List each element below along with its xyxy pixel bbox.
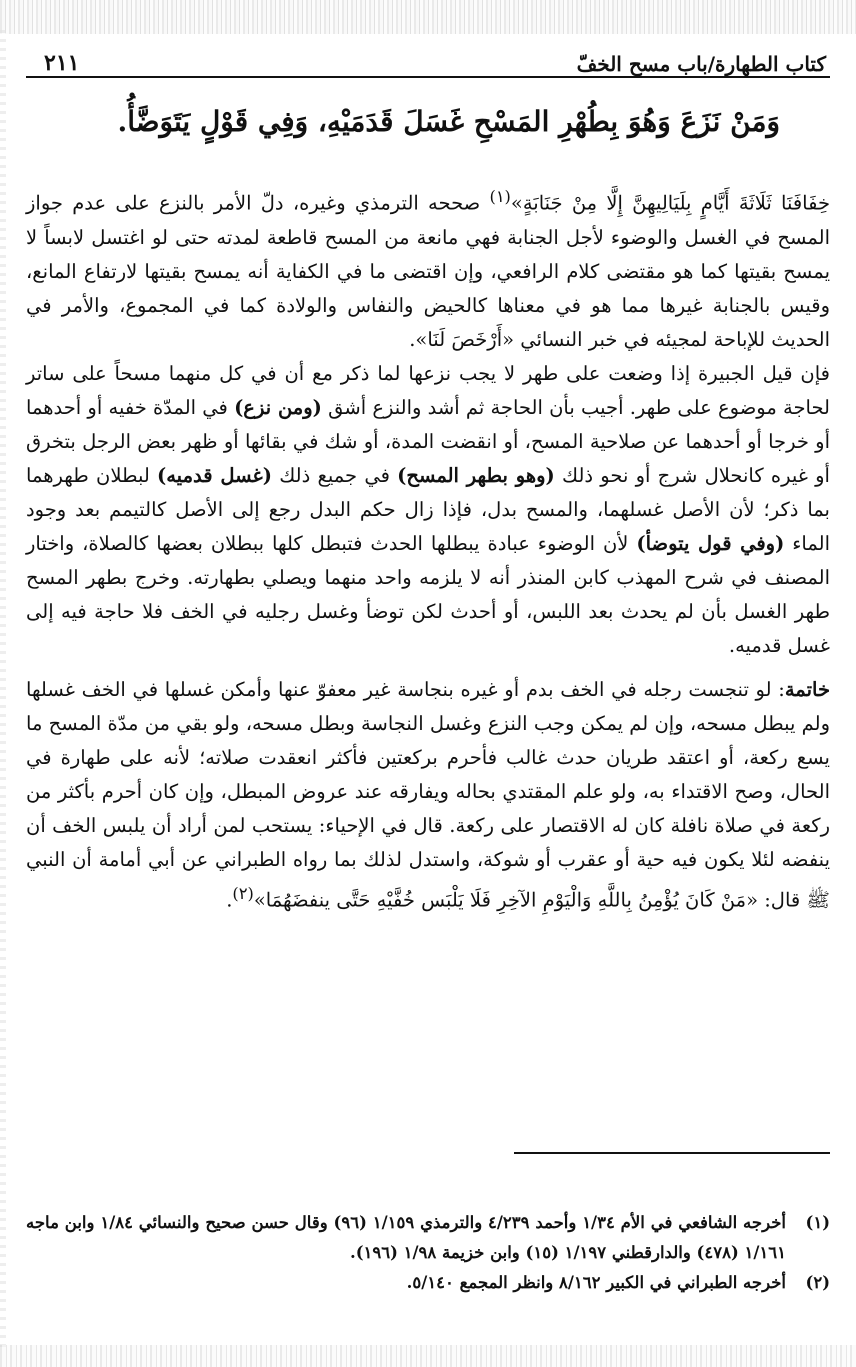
page-number: ٢١١ [44,50,80,76]
paragraph-text: فإن قيل الجبيرة إذا وضعت على طهر لا يجب نزعها لما ذكر مع أن في كل منهما مسحاً على ساتر لحاجة موضوع على طهر. أجيب بأن الحاجة ثم أشد والنزع أشق [26,361,830,419]
commentary-paragraph-1 [26,180,830,357]
paragraph-text: في جميع ذلك [271,463,398,487]
footnote-number: (١) [805,1213,830,1232]
footnote-divider [514,1152,830,1154]
footnote-ref-1: (١) [489,187,511,206]
matn-quote: (غسل قدميه) [157,463,272,487]
footnote-1 [26,1208,830,1268]
matn-quote: (وهو بطهر المسح) [397,463,555,487]
main-text-matn: وَمَنْ نَزَعَ وَهُوَ بِطُهْرِ المَسْحِ غَسَلَ قَدَمَيْهِ، وَفِي قَوْلٍ يَتَوَضَّأُ. [117,105,780,138]
paragraph-text: صححه الترمذي وغيره، دلّ الأمر بالنزع على عدم جواز المسح في الغسل والوضوء لأجل الجنابة فهي مانعة من المسح قاطعة لمدته حتى لو اغتسل لابساً لا يمسح بقيتها كما هو مقتضى كلام الرافعي، وإن اقتضى ما في الكفاية أنه يمسح بقيتها لارتفاع المانع، وقيس بالجنابة غيرها مما هو في معناها كالحيض والنفاس والولادة كما في المجموع، والأمر في الحديث للإباحة لمجيئه في خبر النسائي «أَرْخَصَ لَنَا». [26,191,830,351]
footnote-number: (٢) [805,1273,830,1292]
book-page [26,40,830,1330]
paragraph-text: لأن الوضوء عبادة يبطلها الحدث فتبطل كلها ببطلان بعضها كالصلاة، واختار المصنف في شرح المهذب كابن المنذر أنه لا يلزمه واحد منهما ويصلي بطهارته. وخرج بطهر المسح طهر الغسل بأن لم يحدث بعد اللبس، أو أحدث لكن توضأ وغسل رجليه في الخف فلا حاجة فيه إلى غسل قدميه. [26,531,830,657]
running-header [26,40,830,78]
footnote-text: أخرجه الطبراني في الكبير ٨/١٦٢ وانظر المجمع ٥/١٤٠. [406,1273,786,1292]
footnote-2 [26,1268,830,1298]
hadith-fragment: خِفَافَنَا ثَلَاثَةَ أَيَّامٍ بِلَيَالِيهِنَّ إِلَّا مِنْ جَنَابَةٍ» [510,191,831,215]
matn-quote: (ومن نزع) [234,395,322,419]
commentary-paragraph-3 [26,673,830,918]
commentary-text [26,180,830,917]
footnotes [26,1208,830,1298]
paragraph-text: : لو تنجست رجله في الخف بدم أو غيره بنجاسة غير معفوّ عنها وأمكن غسلها في الخف غسلها ولم يبطل مسحه، وإن لم يمكن وجب النزع وغسل النجاسة وبطل مسحه، ولو بقي من مدّة المسح ما يسع ركعة، أو اعتقد طريان حدث غالب فأحرم بركعتين فأكثر انعقدت صلاته؛ لأنه على طهارة في الحال، وصح الاقتداء به، ولو علم المقتدي بحاله ويفارقه عند عروض المبطل، وإن كان أحرم بأكثر من ركعة في صلاة نافلة كان له الاقتصار على ركعة. قال في الإحياء: يستحب لمن أراد أن يلبس الخف أن ينفضه لئلا يكون فيه حية أو عقرب أو شوكة، واستدل لذلك بما رواه الطبراني عن أبي أمامة أن النبي ﷺ قال: [26,677,830,911]
conclusion-label: خاتمة [784,677,830,701]
footnote-text: أخرجه الشافعي في الأم ١/٣٤ وأحمد ٤/٢٣٩ والترمذي ١/١٥٩ (٩٦) وقال حسن صحيح والنسائي ١/٨٤ وابن ماجه ١/١٦١ (٤٧٨) والدارقطني ١/١٩٧ (١٥) وابن خزيمة ١/٩٨ (١٩٦). [26,1213,786,1262]
matn-quote: (وفي قول يتوضأ) [636,531,785,555]
paragraph-text: لبطلان طهرهما بما ذكر؛ لأن الأصل غسلهما، والمسح بدل، فإذا زال حكم البدل رجع إلى الأصل كالتيمم بعد وجود الماء [26,463,830,555]
scan-noise-bottom [0,1345,856,1367]
paragraph-text: في المدّة خفيه أو أحدهما أو خرجا أو أحدهما عن صلاحية المسح، أو انقضت المدة، أو شك في بقائها أو ظهر بعض الرجل بتخرق أو غيره كانحلال شرج أو نحو ذلك [26,395,830,487]
hadith-quote: «مَنْ كَانَ يُؤْمِنُ بِاللَّهِ وَالْيَوْمِ الآخِرِ فَلَا يَلْبَس خُفَّيْهِ حَتَّى ينفضَهُمَا» [253,888,759,911]
chapter-title: كتاب الطهارة/باب مسح الخفّ [576,52,826,76]
paragraph-end: . [226,888,233,911]
scan-noise-left [0,30,6,1350]
footnote-ref-2: (٢) [232,883,254,903]
commentary-paragraph-2 [26,357,830,663]
scan-noise-top [0,0,856,34]
